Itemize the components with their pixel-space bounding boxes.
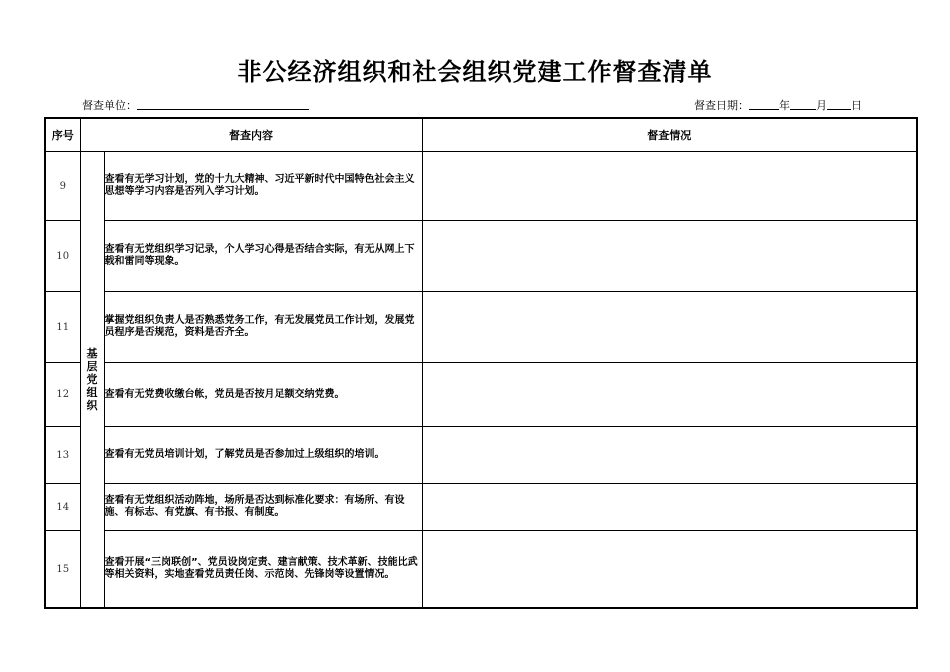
row-situation[interactable] xyxy=(422,427,917,484)
table-row xyxy=(45,292,917,363)
row-content: 查看有无党员培训计划，了解党员是否参加过上级组织的培训。 xyxy=(104,427,422,484)
row-seq: 15 xyxy=(45,531,80,608)
row-seq: 14 xyxy=(45,484,80,531)
table-row xyxy=(45,531,917,608)
row-content: 查看有无党费收缴台帐，党员是否按月足额交纳党费。 xyxy=(104,363,422,427)
table-row xyxy=(45,427,917,484)
category-cell xyxy=(80,152,104,609)
inspection-unit xyxy=(82,97,309,113)
table-row xyxy=(45,152,917,221)
row-seq: 11 xyxy=(45,292,80,363)
inspection-table xyxy=(44,117,918,609)
day-label: 日 xyxy=(851,99,862,112)
row-content: 查看有无党组织学习记录，个人学习心得是否结合实际，有无从网上下载和雷同等现象。 xyxy=(104,221,422,292)
inspection-date-label: 督查日期： xyxy=(694,99,749,112)
header-content: 督查内容 xyxy=(80,118,422,152)
row-situation[interactable] xyxy=(422,363,917,427)
row-seq: 10 xyxy=(45,221,80,292)
row-situation[interactable] xyxy=(422,531,917,608)
day-blank[interactable] xyxy=(827,98,851,110)
inspection-date xyxy=(694,97,862,113)
inspection-unit-blank[interactable] xyxy=(137,98,309,110)
table-header-row xyxy=(45,118,917,152)
year-blank[interactable] xyxy=(749,98,779,110)
row-seq: 12 xyxy=(45,363,80,427)
table-row xyxy=(45,221,917,292)
row-situation[interactable] xyxy=(422,221,917,292)
inspection-unit-label: 督查单位： xyxy=(82,99,137,112)
header-seq: 序号 xyxy=(45,118,80,152)
row-content: 查看有无党组织活动阵地，场所是否达到标准化要求：有场所、有设施、有标志、有党旗、有书报、有制度。 xyxy=(104,484,422,531)
category-label: 基层党组织 xyxy=(86,347,98,412)
row-content: 掌握党组织负责人是否熟悉党务工作，有无发展党员工作计划，发展党员程序是否规范，资料是否齐全。 xyxy=(104,292,422,363)
month-blank[interactable] xyxy=(790,98,816,110)
table-row xyxy=(45,363,917,427)
row-situation[interactable] xyxy=(422,152,917,221)
document-title: 非公经济组织和社会组织党建工作督查清单 xyxy=(237,58,713,86)
year-label: 年 xyxy=(779,99,790,112)
table-row xyxy=(45,484,917,531)
row-seq: 13 xyxy=(45,427,80,484)
row-content: 查看有无学习计划，党的十九大精神、习近平新时代中国特色社会主义思想等学习内容是否列入学习计划。 xyxy=(104,152,422,221)
row-content: 查看开展“三岗联创”、党员设岗定责、建言献策、技术革新、技能比武等相关资料，实地查看党员责任岗、示范岗、先锋岗等设置情况。 xyxy=(104,531,422,608)
row-situation[interactable] xyxy=(422,292,917,363)
row-seq: 9 xyxy=(45,152,80,221)
month-label: 月 xyxy=(816,99,827,112)
header-situation: 督查情况 xyxy=(422,118,917,152)
row-situation[interactable] xyxy=(422,484,917,531)
